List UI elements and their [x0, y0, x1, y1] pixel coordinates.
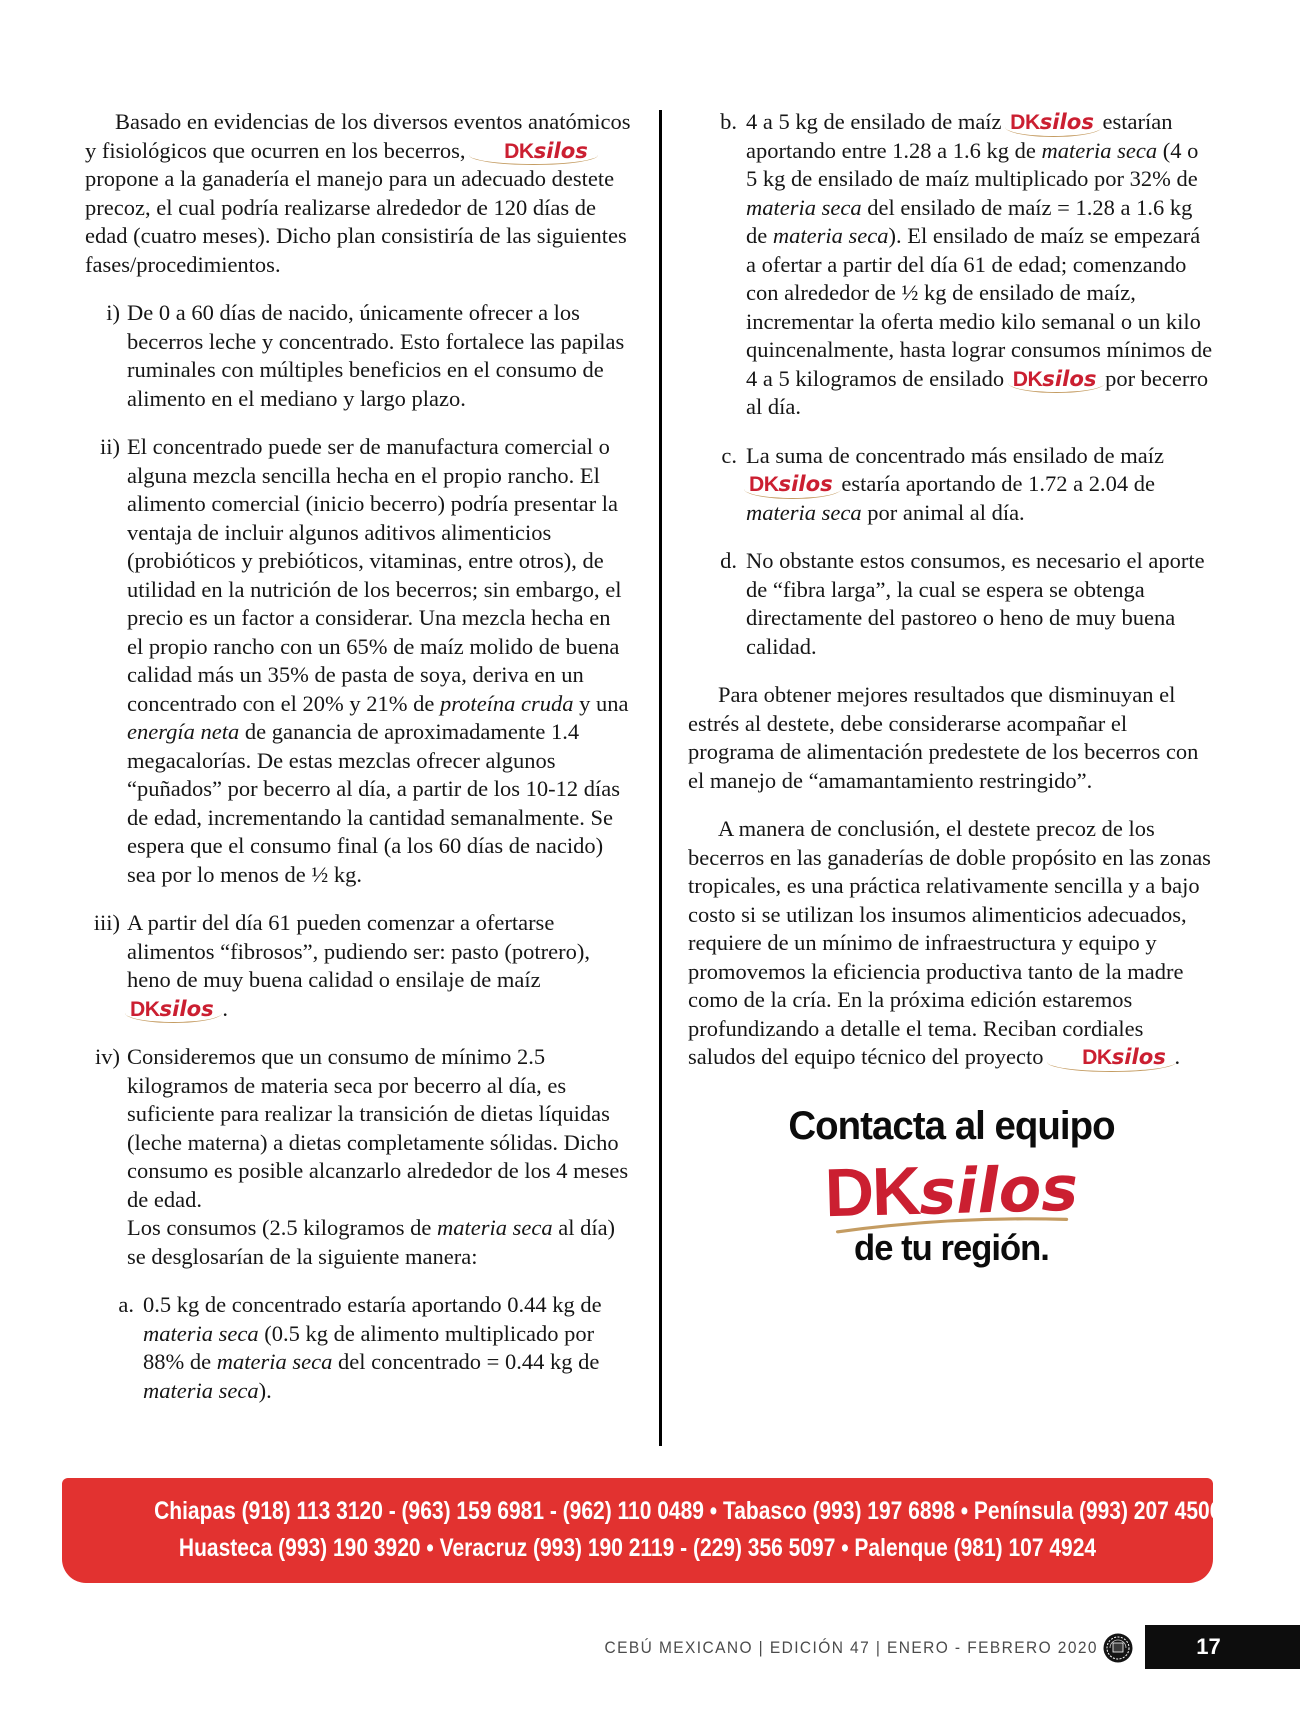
contact-block	[688, 1103, 1215, 1268]
contact-phone-bar	[62, 1478, 1222, 1583]
dksilos-logo: DKsilos	[471, 140, 591, 162]
list-marker: iv)	[95, 1044, 120, 1069]
footer-issue-info: CEBÚ MEXICANO | EDICIÓN 47 | ENERO - FEBRERO 2020	[604, 1639, 1098, 1657]
dksilos-logo: DKsilos	[746, 473, 836, 495]
list-marker: i)	[106, 300, 120, 325]
page-number-box	[1145, 1625, 1300, 1669]
intro-paragraph: Basado en evidencias de los diversos eventos anatómicos y fisiológicos que ocurren en los becerros, DKsilos propone a la ganadería el manejo para un adecuado destete precoz, el cual podría realizarse alrededor de 120 días de edad (cuatro meses). Dicho plan consistiría de las siguientes fases/procedimientos.	[85, 109, 631, 277]
list-item-b	[688, 108, 1215, 422]
list-item-text: 0.5 kg de concentrado estaría aportando 0.44 kg de materia seca (0.5 kg de alimento multiplicado por 88% de materia seca del concentrado = 0.44 kg de materia seca).	[143, 1292, 602, 1403]
article-left-column	[85, 108, 632, 1425]
contact-heading: Contacta al equipo	[788, 1103, 1115, 1148]
list-item-text: No obstante estos consumos, es necesario el aporte de “fibra larga”, la cual se espera se obtenga directamente del pastoreo o heno de muy buena calidad.	[746, 548, 1205, 659]
dksilos-logo: DKsilos	[1049, 1046, 1169, 1068]
column-divider	[659, 110, 662, 1446]
closing-paragraph-2: A manera de conclusión, el destete precoz de los becerros en las ganaderías de doble propósito en las zonas tropicales, es una práctica relativamente sencilla y a bajo costo si se utilizan los insumos alimenticios adecuados, requiere de un mínimo de infraestructura y equipo y promovemos la eficiencia productiva tanto de la madre como de la cría. En la próxima edición estaremos profundizando a detalle el tema. Reciban cordiales saludos del equipo técnico del proyecto DKsilos .	[688, 815, 1215, 1072]
list-item-text: De 0 a 60 días de nacido, únicamente ofrecer a los becerros leche y concentrado. Esto fortalece las papilas ruminales con múltiples beneficios en el consumo de alimento en el mediano y largo plazo.	[127, 300, 625, 411]
list-marker: ii)	[100, 434, 120, 459]
phone-line-2: Huasteca (993) 190 3920 • Veracruz (993) 190 2119 - (229) 356 5097 • Palenque (981) 107 4924	[178, 1534, 1097, 1562]
list-marker: b.	[720, 109, 737, 134]
dksilos-logo-dk-text: DK	[823, 1152, 921, 1231]
dksilos-logo: DKsilos	[1010, 368, 1100, 390]
list-item-iii	[85, 909, 632, 1023]
page-number: 17	[1196, 1634, 1221, 1659]
list-item-text: 4 a 5 kg de ensilado de maíz DKsilos estarían aportando entre 1.28 a 1.6 kg de materia seca (4 o 5 kg de ensilado de maíz multiplicado por 32% de materia seca del ensilado de maíz = 1.28 a 1.6 kg de materia seca). El ensilado de maíz se empezará a ofertar a partir del día 61 de edad; comenzando con alrededor de ½ kg de ensilado de maíz, incrementar la oferta medio kilo semanal o un kilo quincenalmente, hasta lograr consumos mínimos de 4 a 5 kilogramos de ensilado DKsilos por becerro al día.	[746, 109, 1213, 419]
contact-region-line: de tu región.	[854, 1226, 1049, 1268]
list-item-d	[688, 547, 1215, 661]
list-marker: iii)	[93, 910, 120, 935]
article-right-column	[688, 108, 1215, 1268]
list-item-iv	[85, 1043, 632, 1271]
list-item-text: Consideremos que un consumo de mínimo 2.5 kilogramos de materia seca por becerro al día, es suficiente para realizar la transición de dietas líquidas (leche materna) a dietas completamente sólidas. Dicho consumo es posible alcanzarlo alrededor de los 4 meses de edad. Los consumos (2.5 kilogramos de materia seca al día) se desglosarían de la siguiente manera:	[127, 1044, 629, 1269]
list-item-c	[688, 442, 1215, 528]
dksilos-logo: DKsilos	[127, 998, 217, 1020]
list-marker: d.	[720, 548, 737, 573]
list-item-ii	[85, 433, 632, 889]
cebu-mexicano-logo	[1103, 1633, 1133, 1663]
dksilos-logo-silos-text: silos	[918, 1151, 1079, 1229]
dksilos-logo: DKsilos	[1007, 111, 1097, 133]
closing-paragraph-1: Para obtener mejores resultados que disminuyan el estrés al destete, debe considerarse acompañar el programa de alimentación predestete de los becerros con el manejo de “amamantamiento restringido”.	[688, 682, 1199, 793]
list-item-text: El concentrado puede ser de manufactura comercial o alguna mezcla sencilla hecha en el propio rancho. El alimento comercial (inicio becerro) podría presentar la ventaja de incluir algunos aditivos alimenticios (probióticos y prebióticos, vitaminas, entre otros), de utilidad en la nutrición de los becerros; sin embargo, el precio es un factor a considerar. Una mezcla hecha en el propio rancho con un 65% de maíz molido de buena calidad más un 35% de pasta de soya, deriva en un concentrado con el 20% y 21% de proteína cruda y una energía neta de ganancia de aproximadamente 1.4 megacalorías. De estas mezclas ofrecer algunos “puñados” por becerro al día, a partir de los 10-12 días de edad, incrementando la cantidad semanalmente. Se espera que el consumo final (a los 60 días de nacido) sea por lo menos de ½ kg.	[127, 434, 629, 887]
dksilos-logo-large	[824, 1152, 1079, 1235]
list-item-a	[85, 1291, 632, 1405]
list-item-text: La suma de concentrado más ensilado de maíz DKsilos estaría aportando de 1.72 a 2.04 de materia seca por animal al día.	[746, 442, 1164, 525]
list-item-i	[85, 299, 632, 413]
list-item-text: A partir del día 61 pueden comenzar a ofertarse alimentos “fibrosos”, pudiendo ser: pasto (potrero), heno de muy buena calidad o ensilaje de maíz DKsilos .	[127, 910, 590, 1021]
list-marker: a.	[118, 1292, 134, 1317]
list-marker: c.	[721, 442, 737, 468]
phone-line-1: Chiapas (918) 113 3120 - (963) 159 6981 - (962) 110 0489 • Tabasco (993) 197 6898 • Península (993) 207 4506	[154, 1497, 1222, 1525]
